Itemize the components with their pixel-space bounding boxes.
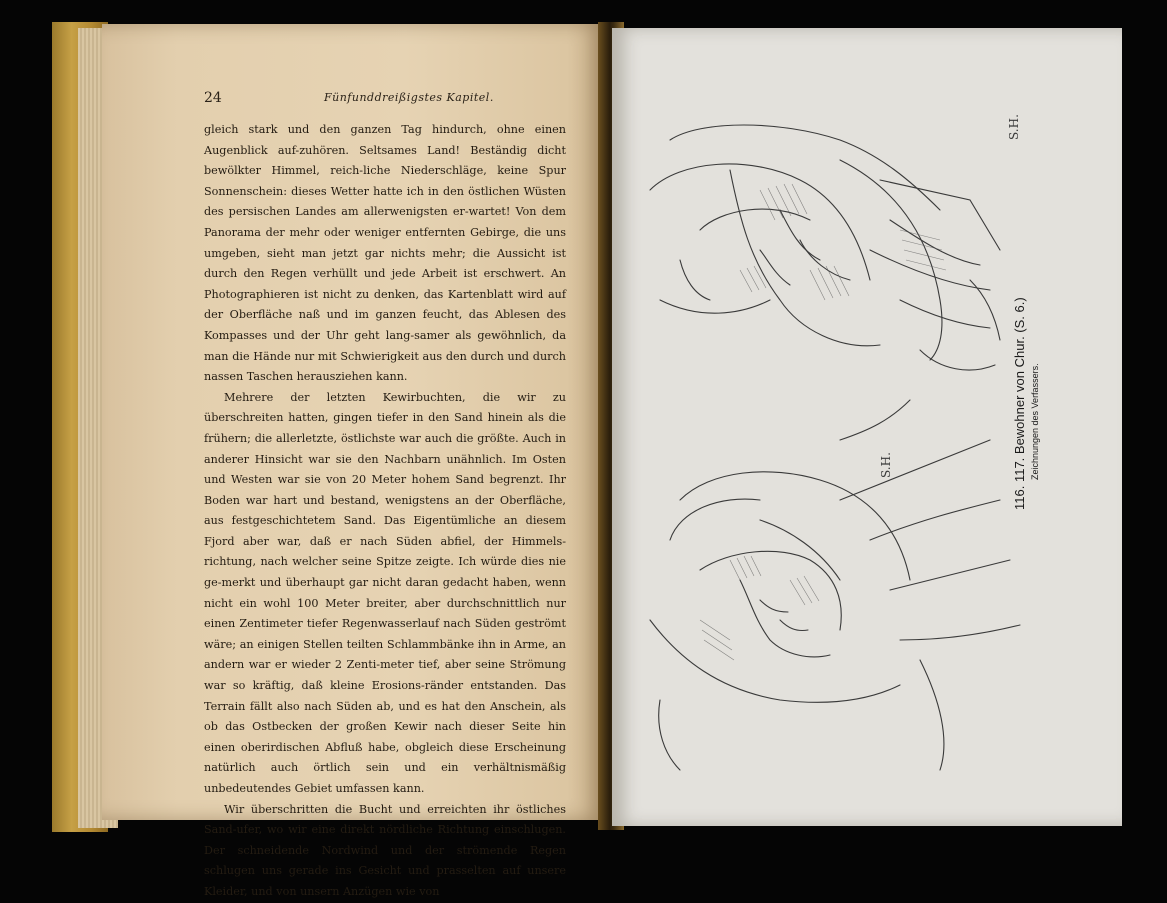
caption-title: 116. 117. Bewohner von Chur. (S. 6.): [1012, 297, 1027, 510]
portrait-lower: [650, 400, 1020, 770]
portrait-upper: [650, 125, 1000, 370]
portrait-illustration: [640, 100, 1060, 780]
page-header: [204, 90, 564, 108]
page-number: 24: [204, 90, 222, 106]
running-head: Fünfunddreißigstes Kapitel.: [324, 91, 494, 104]
artist-signature: S.H.: [1007, 114, 1021, 140]
paragraph: Wir überschritten die Bucht und erreichten ihr östliches Sand-ufer, wo wir eine direkt nördliche Richtung einschlugen. Der schneidende Nordwind und der strömende Regen schlugen uns gerade ins Gesicht und prasselten auf unsere Kleider, und von unsern Anzügen wie von: [204, 802, 566, 898]
body-text: [204, 120, 566, 903]
portrait-lower-shading: [700, 556, 819, 660]
figure-caption: [1012, 297, 1052, 540]
paragraph: Mehrere der letzten Kewirbuchten, die wir zu überschreiten hatten, gingen tiefer in den Sand hinein als die frühern; die allerletzte, östlichste war auch die größte. Auch in anderer Hinsicht war sie den Nachbarn unähnlich. Im Osten und Westen war sie von 20 Meter hohem Sand begrenzt. Ihr Boden war hart und bestand, wenigstens an der Oberfläche, aus festgeschichtetem Sand. Das Eigentümliche an diesem Fjord aber war, daß er nach Süden abfiel, der Himmels-richtung, nach welcher seine Spitze zeigte. Ich würde dies nie ge-merkt und überhaupt gar nicht daran gedacht haben, wenn nicht ein wohl 100 Meter breiter, aber durchschnittlich nur einen Zentimeter tiefer Regenwasserlauf nach Süden geströmt wäre; an einigen Stellen teilten Schlammbänke ihn in Arme, an andern war er wieder 2 Zenti-meter tief, aber seine Strömung war so kräftig, daß kleine Erosions-ränder entstanden. Das Terrain fällt also nach Süden ab, und es hat den Anschein, als ob das Ostbecken der großen Kewir nach dieser Seite hin einen oberirdischen Abfluß habe, obgleich diese Erscheinung natürlich auch örtlich sein und ein verhältnismäßig unbedeutendes Gebiet umfassen kann.: [204, 390, 566, 795]
caption-credit: Zeichnungen des Verfassers.: [1030, 363, 1040, 480]
paragraph: gleich stark und den ganzen Tag hindurch, ohne einen Augenblick auf-zuhören. Seltsames Land! Beständig dicht bewölkter Himmel, reich-liche Niederschläge, keine Spur Sonnenschein: dieses Wetter hatte ich in den östlichen Wüsten des persischen Landes am allerwenigsten er-wartet! Von dem Panorama der mehr oder weniger entfernten Gebirge, die uns umgeben, sieht man jetzt gar nichts mehr; die Aussicht ist durch den Regen verhüllt und jede Arbeit ist erschwert. An Photographieren ist nicht zu denken, das Kartenblatt wird auf der Oberfläche naß und im ganzen feucht, das Ablesen des Kompasses und der Uhr geht lang-samer als gewöhnlich, da man die Hände nur mit Schwierigkeit aus den durch und durch nassen Taschen herausziehen kann.: [204, 123, 566, 384]
artist-signature: S.H.: [879, 452, 893, 478]
portrait-upper-shading: [740, 184, 946, 300]
